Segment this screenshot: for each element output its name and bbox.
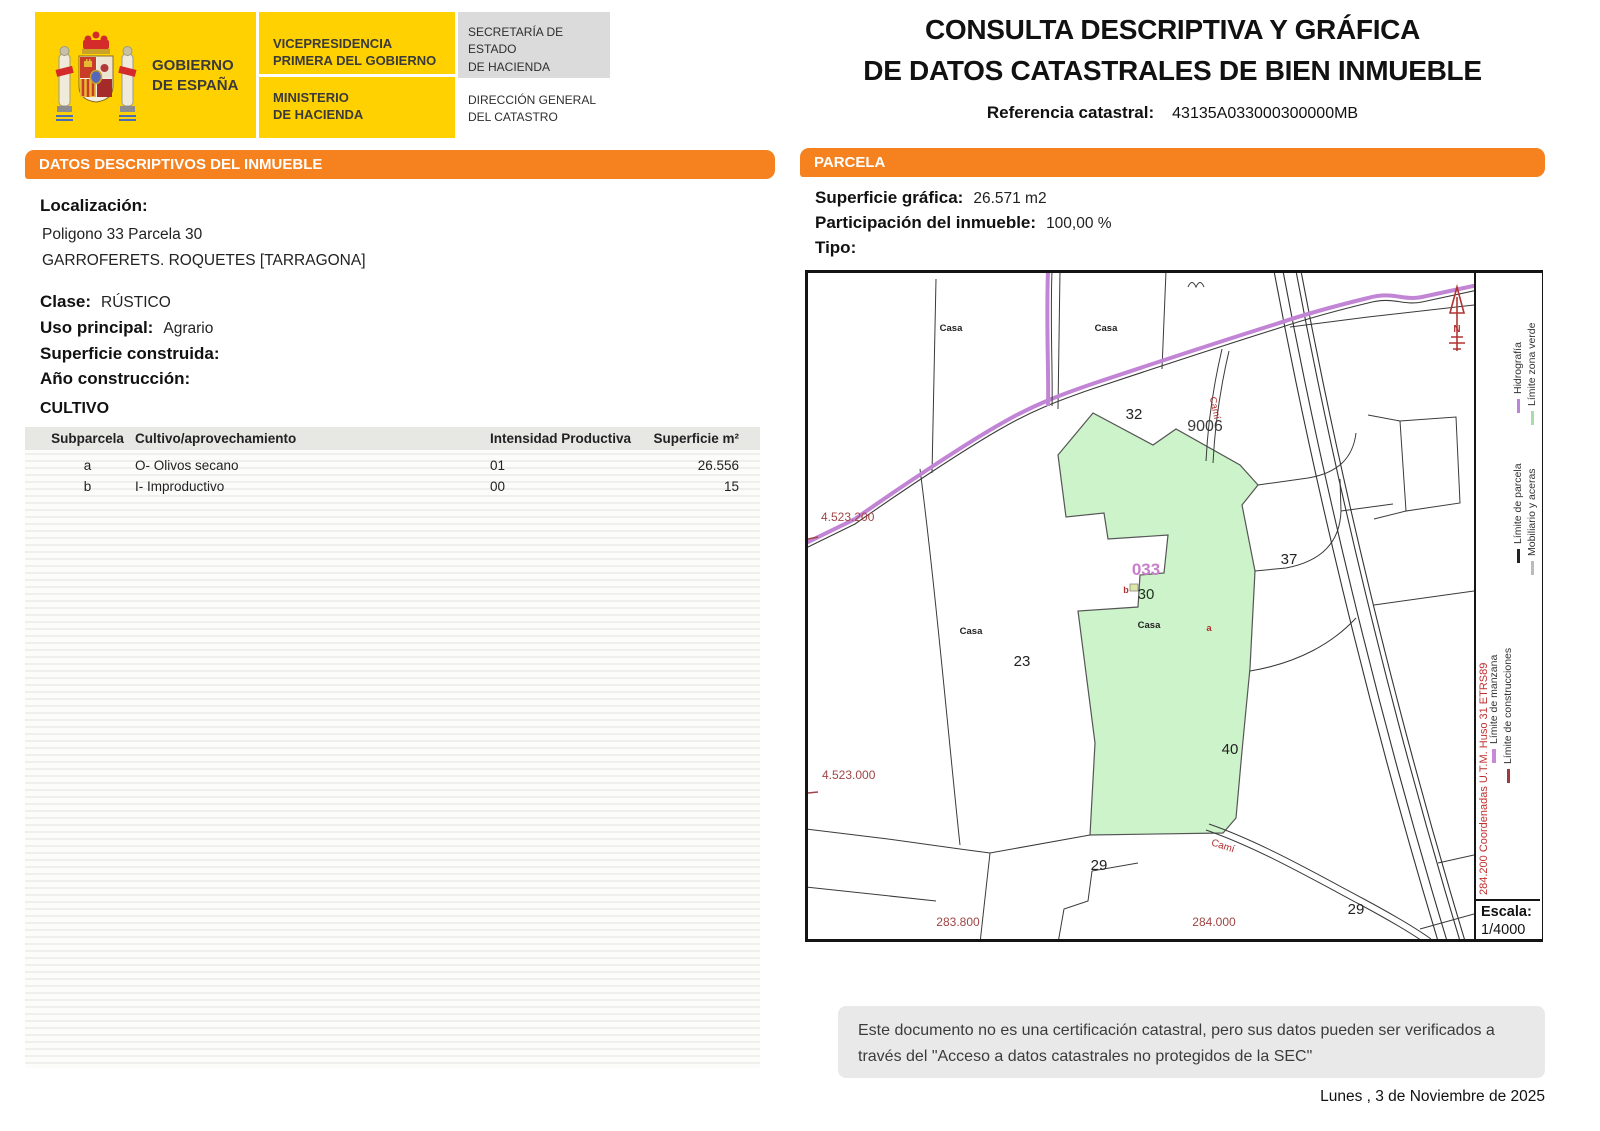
- gobierno-line1: GOBIERNO: [152, 57, 234, 74]
- map-label-casa: Casa: [1094, 323, 1118, 334]
- legend-item-limite-parcela: [1512, 463, 1524, 563]
- legend-label: Mobiliario y aceras: [1526, 468, 1538, 556]
- localizacion-label: Localización:: [40, 196, 148, 215]
- referencia-value: 43135A033000300000MB: [1172, 105, 1359, 122]
- referencia-label: Referencia catastral:: [986, 103, 1155, 122]
- road-limite-manzana-vertical: [1047, 273, 1048, 406]
- section-bar-datos-descriptivos: DATOS DESCRIPTIVOS DEL INMUEBLE: [25, 150, 775, 179]
- superficie-grafica-value: 26.571 m2: [973, 190, 1047, 207]
- anio-construccion-field: [40, 369, 200, 389]
- participacion-value: 100,00 %: [1046, 215, 1112, 232]
- direccion-line1: DIRECCIÓN GENERAL: [468, 93, 597, 107]
- superficie-construida-label: Superficie construida:: [40, 344, 220, 363]
- legend-label: Límite zona verde: [1526, 322, 1538, 406]
- legend-item-zona-verde: [1526, 323, 1538, 425]
- coord-label-w: 4.523.000: [822, 768, 876, 782]
- cultivo-title: CULTIVO: [40, 400, 110, 417]
- row-b-superficie: 15: [723, 478, 739, 494]
- logo-horizontal-divider: [259, 74, 455, 77]
- map-label-parcel-29: 29: [1347, 901, 1365, 918]
- disclaimer-line1: Este documento no es una certificación catastral, pero sus datos pueden ser verificados a: [858, 1022, 1495, 1039]
- document-date: Lunes , 3 de Noviembre de 2025: [1320, 1088, 1545, 1105]
- coord-label-nw: 4.523.200: [821, 510, 875, 524]
- map-label-parcel-30: 30: [1137, 586, 1155, 603]
- highway-lines: [1274, 273, 1465, 939]
- escala-value: 1/4000: [1481, 922, 1526, 939]
- legend-label: Límite de construcciones: [1502, 647, 1514, 764]
- north-arrow-icon: [1449, 287, 1465, 351]
- document-title: [800, 14, 1545, 123]
- spain-coat-of-arms: [55, 28, 137, 124]
- hidrografia-swatch: [1517, 399, 1520, 413]
- map-label-subparcel-a: a: [1206, 623, 1212, 634]
- limite-construcciones-swatch: [1507, 769, 1510, 783]
- header-intensidad: Intensidad Productiva: [490, 431, 632, 446]
- road-limite-manzana-vertical-black: [1051, 273, 1052, 406]
- title-line2: DE DATOS CATASTRALES DE BIEN INMUEBLE: [863, 55, 1482, 86]
- secretaria-box: [458, 12, 610, 78]
- clase-value: RÚSTICO: [101, 294, 171, 311]
- coord-label-s2: 284.000: [1192, 915, 1236, 929]
- localizacion-line2: GARROFERETS. ROQUETES [TARRAGONA]: [42, 252, 366, 269]
- row-a-subparcela: a: [83, 457, 92, 473]
- limite-parcela-swatch: [1517, 549, 1520, 563]
- header-cultivo: Cultivo/aprovechamiento: [135, 431, 297, 446]
- vice-line1: VICEPRESIDENCIA: [273, 36, 393, 51]
- cami-path-bottom: [1206, 824, 1474, 939]
- legend-item-hidrografia: [1512, 342, 1524, 413]
- map-label-parcel-37: 37: [1280, 551, 1298, 568]
- limite-manzana-swatch: [1492, 749, 1496, 763]
- localizacion-line1: Poligono 33 Parcela 30: [42, 226, 203, 243]
- escala-label: Escala:: [1481, 904, 1532, 920]
- cultivo-table: [25, 427, 760, 1068]
- row-b-subparcela: b: [83, 478, 92, 494]
- superficie-grafica-label: Superficie gráfica:: [815, 188, 964, 207]
- map-label-parcel-9006: 9006: [1187, 418, 1223, 435]
- row-a-superficie: 26.556: [697, 457, 739, 473]
- table-row: [25, 476, 760, 496]
- row-b-intensidad: 00: [490, 478, 506, 494]
- uso-value: Agrario: [163, 320, 214, 337]
- legend-item-limite-construcciones: [1502, 648, 1514, 783]
- legend-label: Hidrografía: [1512, 342, 1524, 394]
- legend-label: Límite de manzana: [1488, 654, 1500, 744]
- secretaria-label: [468, 24, 610, 76]
- superficie-construida-field: [40, 344, 229, 364]
- cadastral-map: [805, 270, 1543, 942]
- clase-label: Clase:: [40, 292, 92, 311]
- mobiliario-swatch: [1531, 561, 1534, 575]
- ministerio-line1: MINISTERIO: [273, 90, 349, 105]
- vicepresidencia-label: [273, 36, 436, 70]
- referencia-catastral: [800, 103, 1545, 123]
- superficie-grafica-field: [815, 188, 1047, 208]
- clase-field: [40, 292, 171, 312]
- gobierno-espana-label: [152, 56, 238, 97]
- participacion-label: Participación del inmueble:: [815, 213, 1037, 232]
- header-subparcela: Subparcela: [51, 431, 124, 446]
- gobierno-line2: DE ESPAÑA: [152, 77, 239, 95]
- map-label-casa: Casa: [959, 626, 983, 637]
- map-label-parcel-23: 23: [1013, 653, 1031, 670]
- utm-coordinates-note: 284.200 Coordenadas U.T.M. Huso 31 ETRS89: [1478, 662, 1490, 895]
- title-line1: CONSULTA DESCRIPTIVA Y GRÁFICA: [924, 14, 1421, 45]
- disclaimer-box: [838, 1006, 1545, 1078]
- map-label-subparcel-b: b: [1123, 585, 1129, 595]
- tipo-label: Tipo:: [815, 238, 857, 257]
- north-label: N: [1453, 324, 1461, 335]
- coordinate-ticks: [808, 537, 818, 793]
- map-legend: [1474, 273, 1542, 939]
- map-label-cami-top: Camí: [1206, 395, 1223, 421]
- scale-box: [1474, 899, 1540, 939]
- coord-label-s1: 283.800: [936, 915, 980, 929]
- map-label-casa: Casa: [1137, 620, 1161, 631]
- cadastral-map-svg: [808, 273, 1474, 939]
- tipo-field: [815, 238, 866, 258]
- uso-label: Uso principal:: [40, 318, 154, 337]
- disclaimer-line2: través del "Acceso a datos catastrales no protegidos de la SEC": [858, 1047, 1313, 1065]
- map-label-parcel-32: 32: [1125, 406, 1143, 423]
- direccion-line2: DEL CATASTRO: [468, 110, 558, 125]
- uso-principal-field: [40, 318, 213, 338]
- anio-construccion-label: Año construcción:: [40, 369, 191, 388]
- secretaria-line1: SECRETARÍA DE ESTADO: [468, 25, 564, 57]
- section-bar-parcela: PARCELA: [800, 148, 1545, 177]
- ministerio-label: [273, 90, 363, 124]
- ministerio-line2: DE HACIENDA: [273, 106, 364, 122]
- row-a-intensidad: 01: [490, 457, 506, 473]
- map-label-casa: Casa: [939, 323, 963, 334]
- row-a-cultivo: O- Olivos secano: [135, 457, 239, 473]
- legend-item-mobiliario: [1526, 468, 1538, 575]
- participacion-field: [815, 213, 1112, 233]
- map-label-parcel-29: 29: [1090, 857, 1108, 874]
- cultivo-table-header: [25, 427, 760, 450]
- direccion-general-label: [468, 92, 596, 127]
- map-label-parcel-40: 40: [1221, 741, 1239, 758]
- header-superficie: Superficie m²: [653, 431, 739, 446]
- government-logo-block: [35, 12, 455, 138]
- vice-line2: PRIMERA DEL GOBIERNO: [273, 52, 437, 68]
- legend-label: Límite de parcela: [1512, 463, 1524, 544]
- zona-verde-swatch: [1531, 411, 1534, 425]
- map-label-parcel-033: 033: [1131, 560, 1161, 579]
- map-label-cami-bottom: Camí: [1209, 837, 1236, 856]
- table-row: [25, 455, 760, 475]
- row-b-cultivo: I- Improductivo: [135, 478, 225, 494]
- secretaria-line2: DE HACIENDA: [468, 59, 551, 74]
